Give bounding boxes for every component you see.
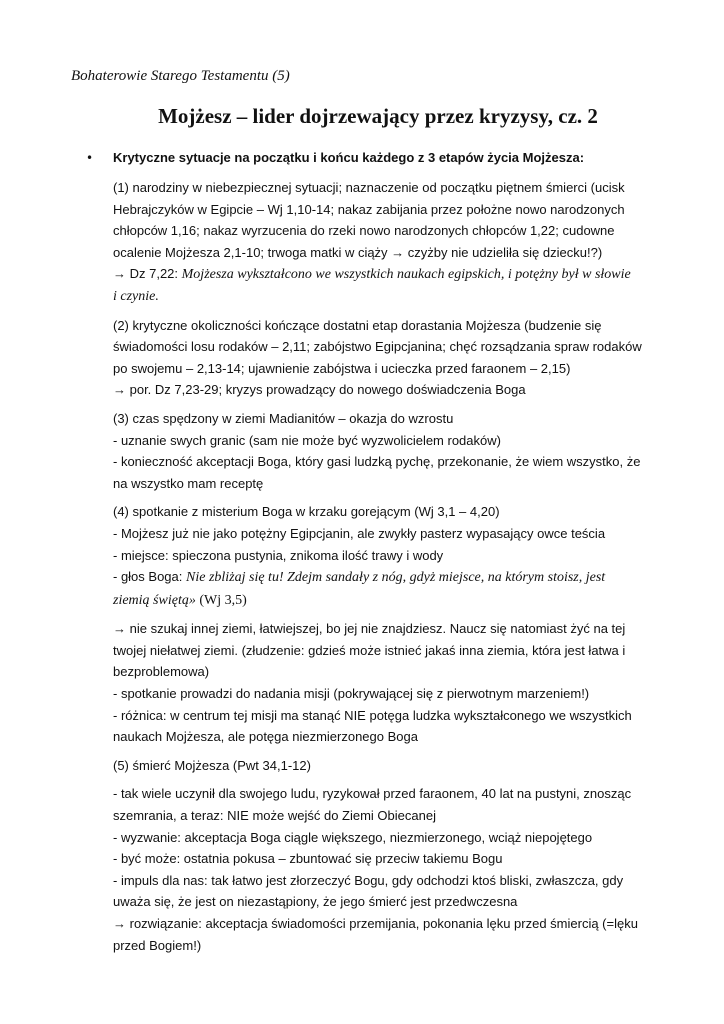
quote-text: Mojżesza wykształcono we wszystkich naukach egipskich, i potężny był w słowie — [181, 267, 631, 283]
section-youth-crisis — [113, 315, 661, 401]
page-title: Mojżesz – lider dojrzewający przez kryzysy, cz. 2 — [158, 104, 598, 128]
text-line: przed Bogiem!) — [113, 937, 202, 953]
text-line: - tak wiele uczynił dla swojego ludu, ryzykował przed faraonem, 40 lat na pustyni, znosząc — [113, 786, 632, 802]
section-birth — [113, 177, 661, 308]
text-line: - spotkanie prowadzi do nadania misji (pokrywającej się z pierwotnym marzeniem!) — [113, 686, 590, 702]
text-line: - być może: ostatnia pokusa – zbuntować się przeciw takiemu Bogu — [113, 851, 503, 867]
reference-text: → Dz 7,22: — [113, 266, 182, 282]
text-line: szemrania, a teraz: NIE może wejść do Ziemi Obiecanej — [113, 808, 436, 824]
text-line: (3) czas spędzony w ziemi Madianitów – okazja do wzrostu — [113, 410, 454, 426]
text-line: → rozwiązanie: akceptacja świadomości przemijania, pokonania lęku przed śmiercią (=lęku — [113, 916, 638, 931]
text-line: bezproblemowa) — [113, 664, 210, 680]
text-line: ocalenie Mojżesza 2,1-10; trwoga matki w ciąży → czyżby nie udzieliła się dziecku!?) — [113, 244, 603, 260]
quote-text: Nie zbliżaj się tu! Zdejm sandały z nóg, gdyż miejsce, na którym stoisz, jest — [186, 570, 606, 586]
text-line: - uznanie swych granic (sam nie może być wyzwolicielem rodaków) — [113, 432, 501, 448]
reference-text: (Wj 3,5) — [195, 592, 247, 608]
section-midian — [113, 408, 661, 494]
text-line: uważa się, że jest on niezastąpiony, że jego śmierć jest przedwczesna — [113, 894, 518, 910]
section-burning-bush — [113, 501, 661, 611]
quote-line — [113, 566, 661, 589]
text-line: Hebrajczyków w Egipcie – Wj 1,10-14; nakaz zabijania przez położne nowo narodzonych — [113, 201, 625, 217]
quote-text: i czynie. — [113, 288, 159, 304]
text-line: - różnica: w centrum tej misji ma stanąć NIE potęga ludzka wykształconego we wszystkich — [113, 707, 632, 723]
text-line: na wszystko mam receptę — [113, 475, 264, 491]
quote-line — [113, 589, 661, 612]
text-line: świadomości losu rodaków – 2,11; zabójstwo Egipcjanina; chęć rozsądzania spraw rodaków — [113, 339, 642, 355]
text-line: twojej niełatwej ziemi. (złudzenie: gdzieś może istnieć jakaś inna ziemia, która jest łatwa i — [113, 642, 626, 658]
document-body — [113, 177, 661, 963]
text-line: - wyzwanie: akceptacja Boga ciągle większego, niezmierzonego, wciąż niepojętego — [113, 829, 593, 845]
text-prefix: - głos Boga: — [113, 569, 186, 585]
text-line: - konieczność akceptacji Boga, który gasi ludzką pychę, przekonanie, że wiem wszystko, że — [113, 454, 641, 470]
text-line: - miejsce: spieczona pustynia, znikoma ilość trawy i wody — [113, 547, 444, 563]
text-line: (1) narodziny w niebezpiecznej sytuacji; naznaczenie od początku piętnem śmierci (ucisk — [113, 180, 625, 195]
series-title: Bohaterowie Starego Testamentu (5) — [71, 68, 290, 84]
text-line: - Mojżesz już nie jako potężny Egipcjanin, ale zwykły pasterz wypasający owce teścia — [113, 525, 606, 541]
text-line: chłopców 1,16; nakaz wyrzucenia do rzeki nowo narodzonych chłopców 1,22; cudowne — [113, 223, 615, 239]
section-death-heading — [113, 755, 661, 777]
text-line: (5) śmierć Mojżesza (Pwt 34,1-12) — [113, 757, 311, 773]
bullet-heading: Krytyczne sytuacje na początku i końcu każdego z 3 etapów życia Mojżesza: — [113, 150, 585, 165]
section-mission — [113, 618, 661, 748]
text-line: → por. Dz 7,23-29; kryzys prowadzący do nowego doświadczenia Boga — [113, 382, 526, 398]
text-line: (2) krytyczne okoliczności kończące dostatni etap dorastania Mojżesza (budzenie się — [113, 317, 602, 333]
quote-line — [113, 263, 661, 286]
quote-text: ziemią świętą» — [113, 592, 196, 608]
text-line: po swojemu – 2,13-14; ujawnienie zabójstwa i ucieczka przed faraonem – 2,15) — [113, 360, 571, 376]
bullet-icon: • — [86, 151, 94, 165]
section-death — [113, 783, 661, 956]
text-line: (4) spotkanie z misterium Boga w krzaku gorejącym (Wj 3,1 – 4,20) — [113, 504, 500, 520]
text-line: - impuls dla nas: tak łatwo jest złorzeczyć Bogu, gdy odchodzi ktoś bliski, zwłaszcza, gdy — [113, 872, 624, 888]
text-line: → nie szukaj innej ziemi, łatwiejszej, bo jej nie znajdziesz. Naucz się natomiast żyć na tej — [113, 621, 626, 637]
text-line: naukach Mojżesza, ale potęga niezmierzonego Boga — [113, 729, 418, 745]
